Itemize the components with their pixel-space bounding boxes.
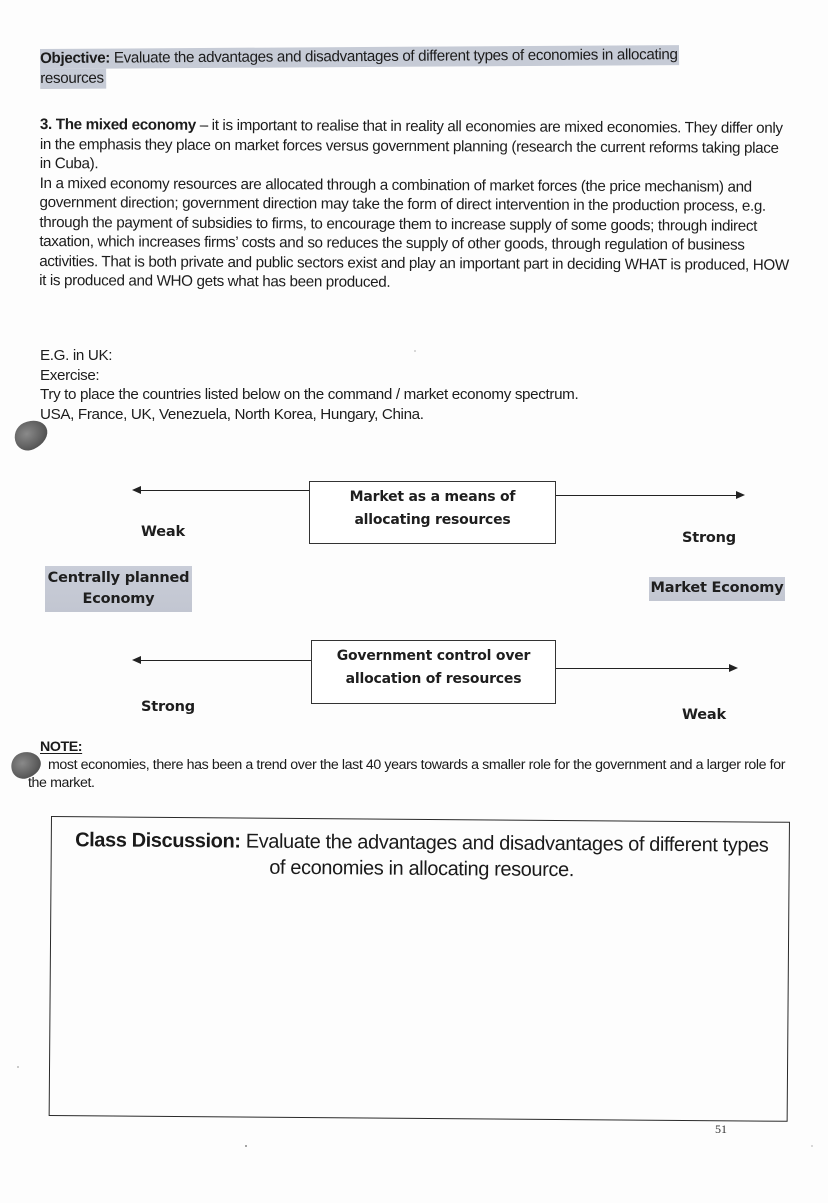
market-strong-label: Strong bbox=[682, 530, 736, 546]
centrally-planned-line2: Economy bbox=[82, 591, 155, 607]
section-intro bbox=[40, 115, 792, 177]
market-weak-label: Weak bbox=[141, 524, 185, 540]
centrally-planned-label bbox=[45, 566, 192, 612]
centrally-planned-line1: Centrally planned bbox=[47, 570, 190, 586]
discussion-label: Class Discussion: bbox=[75, 829, 241, 853]
scan-speck bbox=[811, 1145, 813, 1147]
note-block bbox=[28, 738, 800, 792]
country-list: USA, France, UK, Venezuela, North Korea, Hungary, China. bbox=[40, 405, 424, 423]
government-strong-label: Strong bbox=[141, 699, 195, 715]
discussion-prompt bbox=[72, 827, 772, 884]
government-concept-box bbox=[311, 640, 556, 704]
note-text bbox=[28, 756, 800, 792]
example-line: E.G. in UK: bbox=[40, 347, 113, 364]
axis-line-right bbox=[556, 495, 736, 496]
section-paragraph: In a mixed economy resources are allocated through a combination of market forces (the price mechanism) and government direction; government direction may take the form of direct intervention in the production process, e.g. through the payment of subsidies to firms, to encourage them to increase supply of some goods; through indirect taxation, which increases firms’ costs and so reduces the supply of other goods, through regulation of business activities. That is both private and public sectors exist and play an important part in deciding WHAT is produced, HOW it is produced and WHO gets what has been produced. bbox=[39, 174, 789, 291]
exercise-label: Exercise: bbox=[40, 366, 100, 384]
market-concept-box bbox=[309, 481, 556, 544]
government-box-line2: allocation of resources bbox=[345, 671, 522, 687]
market-economy-label bbox=[649, 577, 785, 601]
exercise-block bbox=[40, 346, 680, 424]
government-box-line1: Government control over bbox=[336, 648, 531, 664]
government-weak-label: Weak bbox=[682, 707, 726, 723]
page-number: 51 bbox=[715, 1122, 727, 1136]
arrow-right-icon bbox=[729, 664, 738, 672]
class-discussion-box bbox=[49, 816, 790, 1122]
note-body: most economies, there has been a trend over the last 40 years towards a smaller role for the government and a larger role for the market. bbox=[28, 757, 786, 791]
scan-speck bbox=[414, 350, 416, 352]
note-title: NOTE: bbox=[40, 739, 83, 755]
objective-text: Evaluate the advantages and disadvantages of different types of economies in allocating resources bbox=[40, 46, 678, 87]
axis-line-left bbox=[140, 660, 312, 661]
section-heading: 3. The mixed economy bbox=[39, 115, 196, 134]
objective-heading bbox=[40, 45, 740, 88]
scan-speck bbox=[245, 1145, 247, 1147]
arrow-right-icon bbox=[736, 491, 745, 499]
market-economy-text: Market Economy bbox=[650, 580, 784, 596]
axis-line-right bbox=[556, 668, 730, 669]
axis-line-left bbox=[140, 490, 310, 491]
objective-label: Objective: bbox=[40, 49, 111, 67]
exercise-instruction: Try to place the countries listed below on the command / market economy spectrum. bbox=[40, 386, 579, 403]
market-box-line1: Market as a means of bbox=[349, 489, 516, 505]
section-mixed-economy bbox=[39, 115, 792, 294]
scan-speck bbox=[17, 1066, 19, 1068]
section-intro-text: – it is important to realise that in reality all economies are mixed economies. They differ only in the emphasis they place on market forces versus government planning (research the current reforms taking place in Cuba). bbox=[39, 116, 783, 173]
market-box-line2: allocating resources bbox=[354, 512, 511, 528]
discussion-text: Evaluate the advantages and disadvantages of different types of economies in allocating resource. bbox=[240, 830, 769, 882]
